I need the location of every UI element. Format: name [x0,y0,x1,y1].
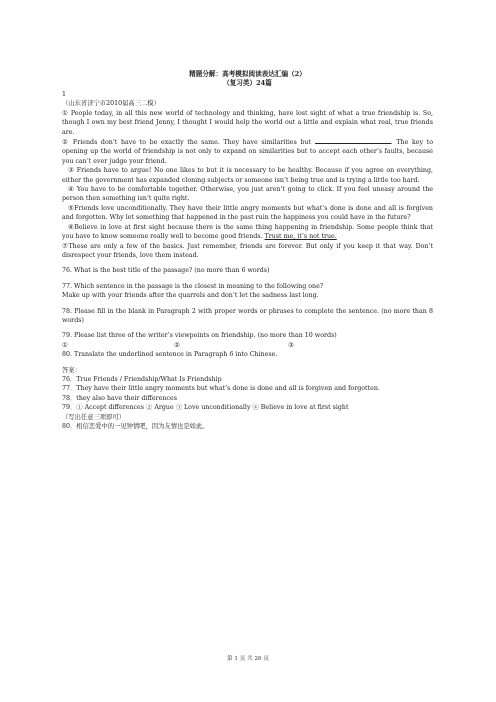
passage-number: 1 [62,91,67,98]
answer-78: 78．they also have their differences [62,394,177,402]
question-77: 77. Which sentence in the passage is the closest in meaning to the following one? [62,282,324,290]
paragraph-7: ⑦These are only a few of the basics. Just remember, friends are forever. But only if you keep it that way. Don’t disrespect your friends, love them instead. [62,242,433,259]
slot-3: ③ [288,341,294,349]
document-subtitle: （复习类）24篇 [223,79,272,87]
document-title: 精题分解：高考模拟阅读表达汇编（2） [189,70,306,78]
question-80: 80. Translate the underlined sentence in Paragraph 6 into Chinese. [62,351,278,359]
paragraph-6-start: ⑥Believe in love at first sight because there is the same thing happening in friendship. Some people think that you have to know someone really well to become good friends. [62,223,433,241]
answer-77: 77．They have their little angry moments but what’s done is done and all is forgiven and forgotten. [62,385,380,393]
passage-source: （山东省济宁市2010届高三二模） [62,100,160,108]
paragraph-5: ⑤Friends love unconditionally. They have their little angry moments but what’s done is done and all is forgiven and forgotten. Why let something that happened in the past ruin the happiness you could have in the future? [62,204,433,222]
fill-in-blank [315,137,391,144]
paragraph-2 [62,137,433,166]
answer-79-note: （写出任意三项即可） [62,413,125,421]
answer-80: 80．相信恋爱中的一见钟情吧，因为友情也是如此。 [62,423,209,430]
paragraph-4: ④ You have to be comfortable together. Otherwise, you just aren’t going to click. If you feel uneasy around the person then something isn’t quite right. [62,186,433,203]
question-76: 76. What is the best title of the passage? (no more than 6 words) [62,267,270,275]
answer-76: 76．True Friends / Friendship/What Is Friendship [62,375,222,383]
document-page [62,70,433,431]
paragraph-3: ③ Friends have to argue! No one likes to but it is necessary to be healthy. Because if you agree on everything, either the government has expanded cloning subjects or someone isn’t being true and is trying a little too hard. [62,167,433,184]
question-79: 79. Please list three of the writer’s viewpoints on friendship. (no more than 10 words) [62,332,337,340]
paragraph-6 [62,223,433,242]
question-77-sentence: Make up with your friends after the quarrels and don’t let the sadness last long. [62,292,319,300]
paragraph-1: ① People today, in all this new world of technology and thinking, have lost sight of what a true friendship is. So, though I own my best friend Jenny, I thought I would help the world out a little and explain what real, true friends are. [62,109,433,136]
paragraph-2-start: ② Friends don’t have to be exactly the same. They have similarities but [62,139,312,147]
question-78: 78. Please fill in the blank in Paragraph 2 with proper words or phrases to complete the sentence. (no more than 8 words) [62,307,433,324]
question-79-slots [62,341,433,350]
answers-label: 答案： [62,366,81,374]
page-footer: 第 1 页 共 26 页 [227,656,269,662]
slot-1: ① [62,341,68,349]
slot-2: ② [174,341,180,349]
paragraph-2-end: . The key to opening up the world of friendship is not only to expand on similarities but to accept each other’s faults, because you can’t ever judge your friend. [62,139,433,165]
underlined-sentence: Trust me, it’s not true. [264,233,337,241]
answer-79: 79．① Accept differences ② Argue ③ Love unconditionally ④ Believe in love at first sight [62,404,349,412]
